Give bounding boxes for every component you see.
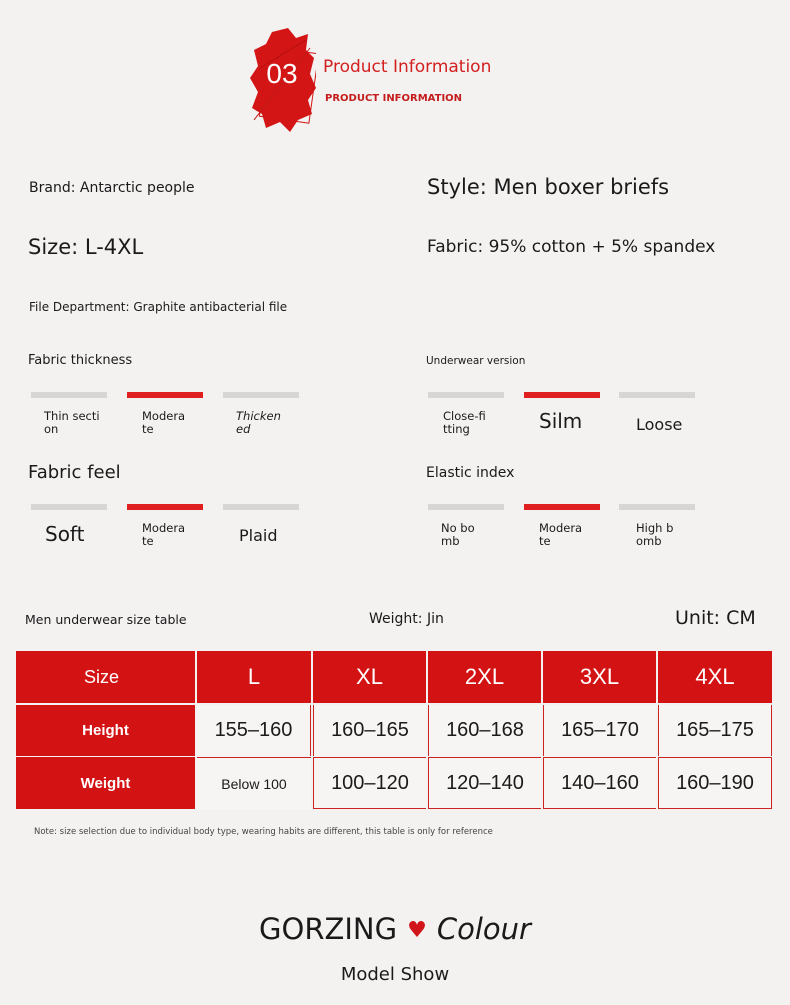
size-info: Size: L-4XL xyxy=(28,235,144,259)
fabric-feel-option: Soft xyxy=(45,522,85,546)
weight-value: 140–160 xyxy=(543,757,656,809)
size-table-note: Note: size selection due to individual body type, wearing habits are different, this table is only for reference xyxy=(34,827,493,837)
section-number: 03 xyxy=(266,58,298,89)
fabric-info: Fabric: 95% cotton + 5% spandex xyxy=(427,237,716,257)
elastic-index-option: High bomb xyxy=(636,521,674,548)
size-table xyxy=(16,651,772,809)
fabric-thickness-option: Thickened xyxy=(236,409,281,436)
fabric-thickness-option: Thin section xyxy=(44,409,100,436)
elastic-index-option: Moderate xyxy=(539,521,583,548)
weight-value: Below 100 xyxy=(197,757,311,809)
fabric-feel-option: Moderate xyxy=(142,521,186,548)
size-column-header: XL xyxy=(313,651,426,703)
weight-value: 100–120 xyxy=(313,757,426,809)
style-info: Style: Men boxer briefs xyxy=(427,175,670,199)
fabric-thickness-option: Moderate xyxy=(142,409,186,436)
height-value: 160–168 xyxy=(428,705,541,756)
fabric-feel-bar-3 xyxy=(223,504,299,510)
file-department-info: File Department: Graphite antibacterial file xyxy=(29,300,288,314)
brand-logo xyxy=(0,912,790,946)
size-column-header: L xyxy=(197,651,311,703)
underwear-version-bar-3 xyxy=(619,392,695,398)
height-value: 165–170 xyxy=(543,705,656,756)
underwear-version-bar-1 xyxy=(428,392,504,398)
height-value: 165–175 xyxy=(658,705,772,756)
section-subtitle: PRODUCT INFORMATION xyxy=(325,93,463,104)
elastic-index-bar-2 xyxy=(524,504,600,510)
unit-label: Unit: CM xyxy=(675,607,756,629)
elastic-index-bar-3 xyxy=(619,504,695,510)
height-row-label: Height xyxy=(16,705,195,756)
underwear-version-option: Loose xyxy=(636,415,683,434)
brand-colour: Colour xyxy=(436,912,531,946)
underwear-version-label: Underwear version xyxy=(426,355,526,367)
underwear-version-option: Silm xyxy=(539,409,583,433)
fabric-thickness-bar-1 xyxy=(31,392,107,398)
heart-icon: ♥ xyxy=(407,918,427,943)
fabric-thickness-label: Fabric thickness xyxy=(28,353,133,368)
elastic-index-label: Elastic index xyxy=(426,465,515,481)
fabric-feel-label: Fabric feel xyxy=(28,462,121,483)
fabric-thickness-bar-3 xyxy=(223,392,299,398)
fabric-feel-option: Plaid xyxy=(239,526,278,545)
underwear-version-bar-2 xyxy=(524,392,600,398)
elastic-index-bar-1 xyxy=(428,504,504,510)
size-column-header: 4XL xyxy=(658,651,772,703)
model-show-heading: Model Show xyxy=(340,964,450,985)
weight-value: 120–140 xyxy=(428,757,541,809)
underwear-version-option: Close-fitting xyxy=(443,409,486,436)
size-table-caption: Men underwear size table xyxy=(25,612,187,627)
weight-unit-label: Weight: Jin xyxy=(369,611,444,627)
size-header-label: Size xyxy=(16,651,195,703)
fabric-thickness-bar-2 xyxy=(127,392,203,398)
weight-row-label: Weight xyxy=(16,757,195,809)
size-column-header: 3XL xyxy=(543,651,656,703)
height-value: 155–160 xyxy=(197,705,311,756)
section-title: Product Information xyxy=(323,57,492,77)
elastic-index-option: No bomb xyxy=(441,521,475,548)
brand-name: GORZING xyxy=(259,912,398,946)
brand-info: Brand: Antarctic people xyxy=(29,180,195,196)
fabric-feel-bar-2 xyxy=(127,504,203,510)
size-column-header: 2XL xyxy=(428,651,541,703)
height-value: 160–165 xyxy=(313,705,426,756)
fabric-feel-bar-1 xyxy=(31,504,107,510)
weight-value: 160–190 xyxy=(658,757,772,809)
